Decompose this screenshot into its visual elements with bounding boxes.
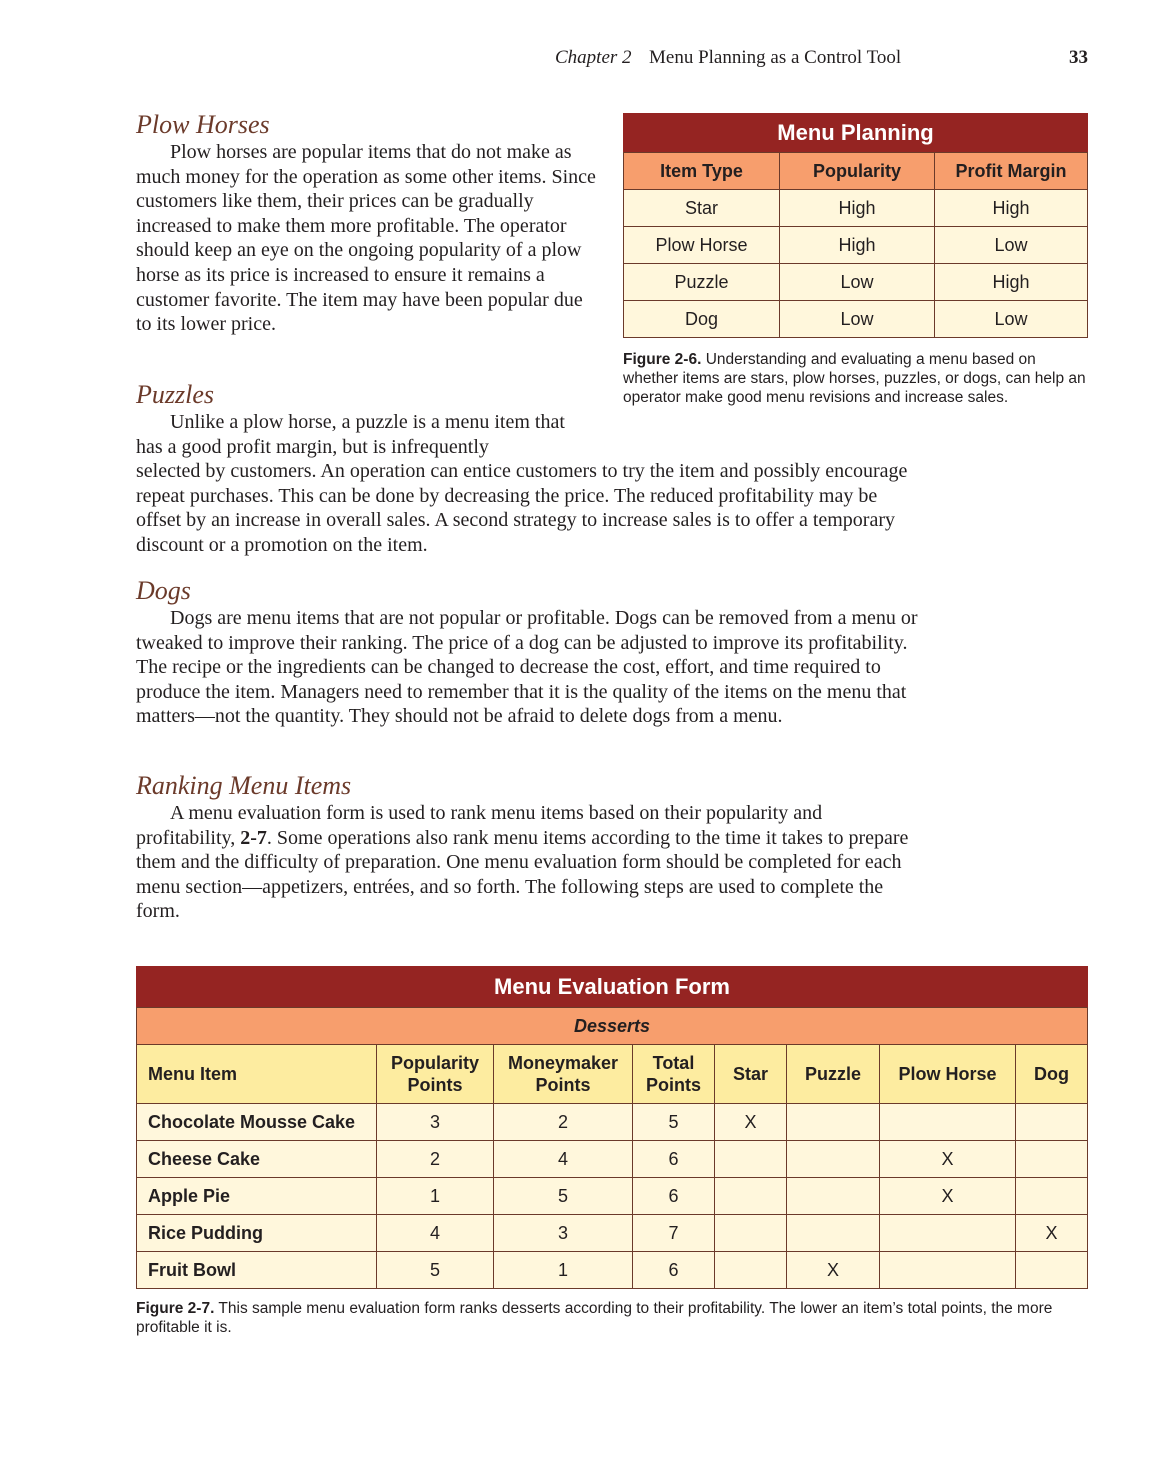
table-cell: 4 <box>377 1215 494 1252</box>
table-row <box>137 1215 1088 1252</box>
table-cell: 3 <box>377 1104 494 1141</box>
table-row <box>624 264 1088 301</box>
menu-item-cell: Rice Pudding <box>137 1215 377 1252</box>
table-cell: Low <box>780 301 935 338</box>
table-row <box>137 1141 1088 1178</box>
section-body: Plow horses are popular items that do not make as much money for the operation as some other items. Since customers like them, their prices can be gradually increased to make them more profitable. The operator should keep an eye on the ongoing popularity of a plow horse as its price is increased to ensure it remains a customer favorite. The item may have been popular due to its lower price. <box>136 141 596 336</box>
menu-item-cell: Apple Pie <box>137 1178 377 1215</box>
section-heading: Puzzles <box>136 380 214 409</box>
menu-item-cell: Cheese Cake <box>137 1141 377 1178</box>
table-cell: Low <box>935 227 1088 264</box>
table-title: Menu Evaluation Form <box>137 967 1088 1008</box>
table-cell <box>787 1141 880 1178</box>
table-row <box>624 190 1088 227</box>
table-cell <box>715 1215 787 1252</box>
column-header: Popularity Points <box>377 1045 494 1104</box>
table-cell <box>715 1141 787 1178</box>
table-cell: Plow Horse <box>624 227 780 264</box>
chapter-title: Menu Planning as a Control Tool <box>649 47 902 68</box>
running-head <box>0 47 1088 73</box>
table-cell: High <box>780 227 935 264</box>
table-row <box>137 1104 1088 1141</box>
table-cell: 6 <box>633 1178 715 1215</box>
table-cell: 6 <box>633 1141 715 1178</box>
table-cell: X <box>715 1104 787 1141</box>
table-cell: Puzzle <box>624 264 780 301</box>
table-cell: 1 <box>377 1178 494 1215</box>
table-cell: Low <box>780 264 935 301</box>
table-cell <box>1016 1104 1088 1141</box>
table-cell: 3 <box>494 1215 633 1252</box>
table-cell: Low <box>935 301 1088 338</box>
table-cell: Dog <box>624 301 780 338</box>
table-cell: X <box>1016 1215 1088 1252</box>
column-header: Profit Margin <box>935 153 1088 190</box>
body-text: . Some operations also rank menu items according to the time it takes to prepare them and the difficulty of preparation. One menu evaluation form should be completed for each menu section—appetizers, entrées, and so forth. The following steps are used to complete the form. <box>136 826 909 923</box>
table-cell: X <box>787 1252 880 1289</box>
table-cell <box>1016 1252 1088 1289</box>
table-cell: High <box>935 190 1088 227</box>
section-heading: Ranking Menu Items <box>136 771 352 800</box>
section-dogs <box>136 576 926 729</box>
table-row <box>624 301 1088 338</box>
column-header: Star <box>715 1045 787 1104</box>
table-cell: High <box>780 190 935 227</box>
body-text: A menu evaluation form is used to rank menu items based on their popularity and profitability, <box>136 802 823 849</box>
table-cell <box>1016 1141 1088 1178</box>
column-header: Menu Item <box>137 1045 377 1104</box>
table-cell <box>880 1252 1016 1289</box>
menu-evaluation-form-table <box>136 966 1088 1289</box>
table-cell: 4 <box>494 1141 633 1178</box>
table-cell <box>787 1215 880 1252</box>
table-cell: 5 <box>377 1252 494 1289</box>
table-row <box>624 227 1088 264</box>
column-header: Total Points <box>633 1045 715 1104</box>
section-ranking-menu-items <box>136 771 926 924</box>
figure-caption-text: This sample menu evaluation form ranks desserts according to their profitability. The lower an item’s total points, the more profitable it is. <box>136 1300 1053 1336</box>
column-header: Moneymaker Points <box>494 1045 633 1104</box>
column-header: Item Type <box>624 153 780 190</box>
page-number: 33 <box>1069 47 1088 68</box>
section-body <box>136 801 926 924</box>
section-body-narrow: Unlike a plow horse, a puzzle is a menu item that has a good profit margin, but is infrequently <box>136 411 565 458</box>
table-cell <box>715 1178 787 1215</box>
table-row <box>137 1252 1088 1289</box>
section-heading: Plow Horses <box>136 110 270 139</box>
table-subtitle: Desserts <box>137 1008 1088 1045</box>
table-cell: Star <box>624 190 780 227</box>
table-cell: 1 <box>494 1252 633 1289</box>
chapter-label: Chapter 2 <box>555 47 632 68</box>
table-cell: 2 <box>377 1141 494 1178</box>
figure-caption-text: Understanding and evaluating a menu based on whether items are stars, plow horses, puzzles, or dogs, can help an operator make good menu revisions and increase sales. <box>623 351 1086 406</box>
menu-item-cell: Chocolate Mousse Cake <box>137 1104 377 1141</box>
section-heading: Dogs <box>136 576 191 605</box>
table-cell: 5 <box>633 1104 715 1141</box>
table-cell <box>715 1252 787 1289</box>
table-cell <box>880 1104 1016 1141</box>
column-header: Plow Horse <box>880 1045 1016 1104</box>
figure-reference: 2-7 <box>240 826 267 849</box>
section-body-wide: selected by customers. An operation can entice customers to try the item and possibly encourage repeat purchases. This can be done by decreasing the price. The reduced profitability may be offset by an increase in overall sales. A second strategy to increase sales is to offer a temporary discount or a promotion on the item. <box>136 460 908 556</box>
table-cell <box>880 1215 1016 1252</box>
table-cell: 7 <box>633 1215 715 1252</box>
table-cell <box>1016 1178 1088 1215</box>
menu-item-cell: Fruit Bowl <box>137 1252 377 1289</box>
table-row <box>137 1178 1088 1215</box>
section-body: Dogs are menu items that are not popular or profitable. Dogs can be removed from a menu or tweaked to improve their ranking. The price of a dog can be adjusted to improve its profitability. The recipe or the ingredients can be changed to decrease the cost, effort, and time required to produce the item. Managers need to remember that it is the quality of the items on the menu that matters—not the quantity. They should not be afraid to delete dogs from a menu. <box>136 607 918 728</box>
column-header: Dog <box>1016 1045 1088 1104</box>
table-cell: 6 <box>633 1252 715 1289</box>
table-cell: X <box>880 1141 1016 1178</box>
figure-caption-2-7 <box>136 1299 1088 1337</box>
table-cell: High <box>935 264 1088 301</box>
table-title: Menu Planning <box>624 114 1088 153</box>
table-cell: 5 <box>494 1178 633 1215</box>
figure-label: Figure 2-6. <box>623 351 702 368</box>
table-cell: 2 <box>494 1104 633 1141</box>
figure-caption-2-6 <box>623 350 1093 407</box>
column-header: Popularity <box>780 153 935 190</box>
figure-label: Figure 2-7. <box>136 1300 215 1317</box>
menu-planning-table <box>623 113 1088 338</box>
section-plow-horses <box>136 110 596 337</box>
table-cell <box>787 1178 880 1215</box>
table-cell <box>787 1104 880 1141</box>
column-header: Puzzle <box>787 1045 880 1104</box>
table-cell: X <box>880 1178 1016 1215</box>
